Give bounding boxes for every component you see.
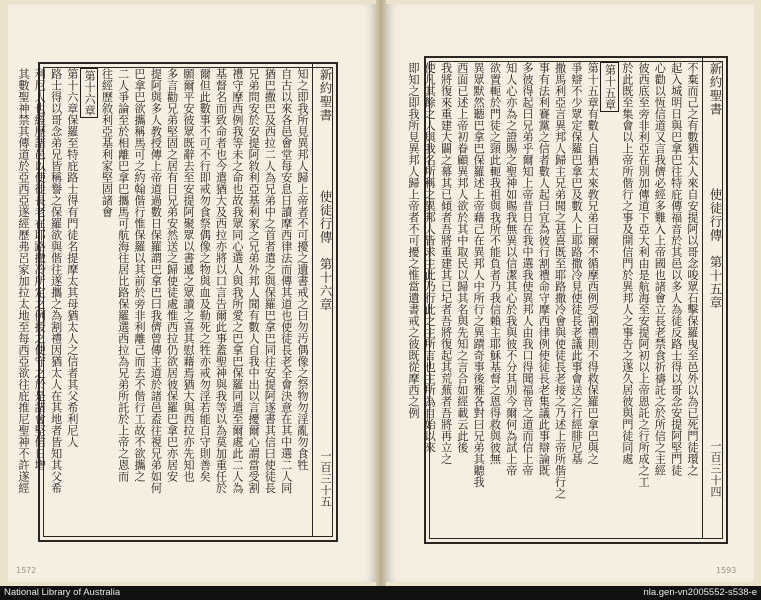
body-column: 起入城明日與巴拿巴往特庇傳福音於其邑以多人為徒反路士得以哥念安提阿堅門徒 bbox=[669, 62, 683, 476]
body-column: 利尼人也經歷諸邑以使徒長老在耶路撒冷所定之例授之使守之於是諸會堅信日增 bbox=[33, 68, 47, 471]
body-column: 巴拿巴欲攜稱馬可之約翰偕行惟保羅以其前於旁非利離己而去不偕行工故不欲攜之 bbox=[133, 68, 147, 482]
chapter-marker: 第十六章 bbox=[80, 68, 98, 118]
body-column: 兄弟問安於安提阿敘利亞基利家之兄弟外邦人聞有數人自我中出以言擾爾心謂當受割 bbox=[247, 68, 261, 494]
left-page-body bbox=[16, 68, 310, 532]
body-column: 我將復來重建大闢之幕其已傾者吾將重建其已圮者吾將復起其荒蕪者吾將再立之 bbox=[439, 62, 453, 465]
body-column: 心勸以恆信道又言我儕必經多難入上帝國也諸會立長老禁食祈禱託之於所信之主經 bbox=[653, 62, 667, 476]
body-column: 禮守摩西例我等未之命也故我眾同心選人與我所愛之巴拿巴保羅同遣至爾處此二人為 bbox=[230, 68, 244, 494]
left-chapter-title: 使徒行傳 第十六章 bbox=[318, 190, 333, 312]
right-page-number: 一百三十四 bbox=[709, 440, 722, 498]
right-page-body bbox=[406, 62, 700, 534]
left-book-title: 新約聖書 bbox=[318, 68, 333, 122]
body-column: 其數聖神禁其傳道於亞西亞遂經歷弗呂家加拉太地至每西亞欲往庇推尼聖神不許遂經 bbox=[16, 68, 30, 494]
body-column: 猶巴撒巴及西拉二人為兄弟中之首者遣之與保羅巴拿巴同往安提阿遂書其信曰使徒長 bbox=[263, 68, 277, 494]
right-book-title: 新約聖書 bbox=[708, 62, 723, 116]
body-column: 第十六章保羅至特庇路士得有門徒名提摩太其母猶太人之信者其父希利尼人 bbox=[65, 68, 79, 448]
body-column: 知人心亦為之證賜之聖神如賜我無異以信潔其心於我與彼不分其別今爾何為試上帝 bbox=[504, 62, 518, 476]
body-column: 撒馬利亞言異邦人歸主兄弟聞之甚喜既至耶路撒冷會與使徒長老接之乃述上帝所偕行之 bbox=[553, 62, 567, 499]
body-column: 不棄而己之有數猶太人來自安提阿以哥念唆眾石擊保羅曳至邑外以為已死門徒環之 bbox=[686, 62, 699, 476]
body-column: 知之即我所見異邦人歸上帝者不可擾之遺書戒之曰勿汚偶像之祭物勿淫亂勿食牲 bbox=[296, 68, 309, 471]
book-spine bbox=[376, 0, 386, 586]
body-column: 欲置軛於門徒之頸此軛我祖與我所不能負者乃我信賴主耶穌基督之恩得救與彼無 bbox=[488, 62, 502, 465]
body-column: 願爾平安彼眾既辭去至安提阿聚眾以書遞之眾讀之喜其慰藉焉猶大與西拉亦先知也 bbox=[181, 68, 195, 482]
body-column: 第十五章有數人自猶太來教兄弟曰爾不循摩西例受割禮則不得救保羅巴拿巴與之 bbox=[586, 62, 600, 465]
body-column: 基督名而致命者也今遣猶大及西拉亦將以口言告爾此事蓋聖神與我等以為莫加重任於 bbox=[214, 68, 228, 494]
chapter-start-column bbox=[600, 62, 618, 534]
body-column: 爭辯不少眾定保羅巴拿巴及數人上耶路撒冷見使徒長老議此事會送之行經腓尼基 bbox=[569, 62, 583, 465]
body-column: 多言勸兄弟堅固之居有日兄弟安然送之歸使徒處惟西拉仍欲居彼保羅巴拿巴亦居安 bbox=[165, 68, 179, 482]
body-column: 多彼得起曰兄弟乎爾知上帝昔日在我中選我使異邦人由我口得聞福音之道而信上帝 bbox=[521, 62, 535, 476]
body-column: 使凡其餘之人與我名所稱之異邦人皆求主此乃行此之主所言也主所為自始以來 bbox=[423, 62, 437, 453]
body-column: 爾但此數事不可不行即戒勿食祭偶像之物與血及勒死之牲亦戒勿淫若能自守則善矣 bbox=[198, 68, 212, 482]
body-column: 路士得以哥念弟兄皆稱譽之保羅欲與偕往遂攜之為割禮因猶太人在其地者皆知其父希 bbox=[49, 68, 63, 494]
body-column: 彼西底至旁非利亞在別加傳道下亞大利由是航海至安提阿初以上帝恩託之行所成之工 bbox=[637, 62, 651, 488]
body-column: 異眾默然聽巴拿巴保羅述上帝藉己在異邦人中所行之異蹟奇事後雅各對曰兄弟其聽我 bbox=[472, 62, 486, 488]
right-title-rule bbox=[702, 58, 703, 538]
left-title-rule bbox=[312, 64, 313, 536]
body-column: 於此既至集會以上帝所偕行之事及開信門於異邦人之事告之遂久居彼與門徒同處 bbox=[620, 62, 634, 465]
body-column: 提阿與多人教授傳上帝道過數日保羅謂巴拿巴曰我儕曾傳主道於諸邑盍往視兄弟如何 bbox=[149, 68, 163, 494]
item-identifier: nla.gen-vn2005552-s538-e bbox=[643, 587, 757, 598]
left-page-number: 一百三十五 bbox=[319, 450, 332, 508]
left-folio-mark: 1572 bbox=[16, 566, 37, 575]
body-column: 事有法利賽黨之信者數人起曰宜為彼行割禮命守摩西律例使徒長老集議此事辯論既 bbox=[537, 62, 551, 476]
library-credit: National Library of Australia bbox=[4, 587, 121, 598]
chapter-start-column bbox=[80, 68, 98, 532]
body-column: 西面已述上帝初眷顧異邦人欲於其中取民以歸其名與先知之言合如經載云此後 bbox=[455, 62, 469, 453]
body-column: 往經歷敘利亞基利家堅固諸會 bbox=[100, 68, 114, 218]
right-folio-mark: 1593 bbox=[716, 566, 737, 575]
viewer-footer-bar bbox=[0, 586, 761, 600]
body-column: 即知之即我所見異邦人歸上帝者不可擾之惟當遺書戒之彼既從摩西之例 bbox=[406, 62, 420, 419]
right-chapter-title: 使徒行傳 第十五章 bbox=[708, 188, 723, 310]
body-column: 自古以來各邑會堂每安息日讀摩西律法而傳其道也使徒長老全會決意在其中選二人同 bbox=[279, 68, 293, 494]
body-column: 二人爭論至於相離巴拿巴攜馬可航海往居比路保羅選西拉為兄弟所託於上帝之恩而 bbox=[116, 68, 130, 482]
chapter-marker: 第十五章 bbox=[600, 62, 618, 112]
